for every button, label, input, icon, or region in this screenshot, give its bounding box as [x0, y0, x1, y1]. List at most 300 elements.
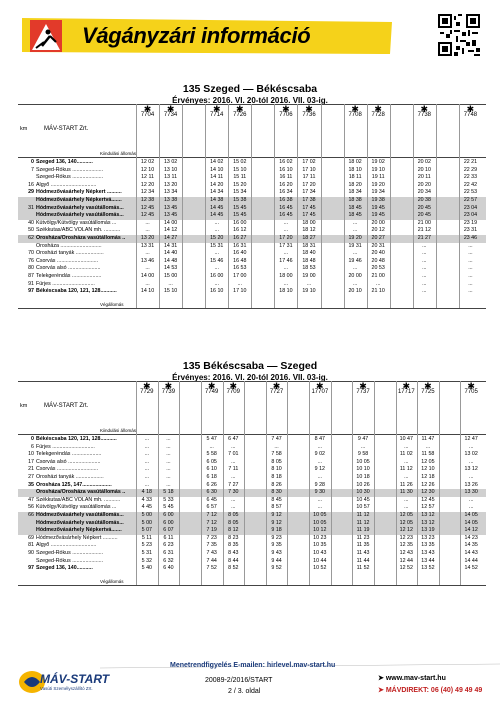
departure-time: 18 00	[279, 273, 293, 279]
station-name: Hódmezővásárhely Népkertvá.......	[36, 197, 122, 203]
departure-time: 6 45	[206, 496, 217, 503]
departure-time: 10 35	[313, 542, 327, 549]
table-row	[18, 550, 486, 558]
departure-time: 6 11	[163, 534, 174, 541]
departure-time: 22 29	[463, 166, 478, 173]
departure-time: 13 26	[464, 481, 478, 488]
column-divider	[158, 381, 159, 585]
departure-time: ...	[468, 288, 473, 295]
daily-service-icon: ✱	[143, 104, 152, 114]
table-row	[18, 474, 486, 482]
departure-time: 18 11	[348, 174, 362, 181]
departure-time: 16 10	[210, 288, 224, 295]
departure-time: 13 34	[163, 189, 178, 196]
train-number[interactable]: 7728	[371, 112, 385, 118]
qr-code-icon[interactable]	[438, 14, 480, 56]
departure-time: 20 00	[348, 273, 362, 279]
departure-time: 18 10	[279, 288, 293, 295]
departure-time: 18 40	[302, 250, 316, 257]
station-name: Orosháza ............................	[36, 242, 102, 249]
departure-time: 14 12	[163, 227, 178, 234]
station-name: Csorvás alsó ......................	[36, 265, 101, 272]
departure-time: 10 57	[356, 504, 370, 511]
departure-time: 12 30	[421, 489, 435, 496]
departure-time: 15 45	[233, 204, 247, 211]
departure-time: ...	[468, 443, 474, 450]
departure-time: 7 27	[228, 481, 239, 488]
departure-time: ...	[144, 474, 150, 480]
departure-time: 16 00	[233, 219, 247, 226]
departure-time: 13 23	[421, 534, 435, 541]
daily-service-icon: ✱	[402, 381, 411, 391]
departure-time: 23 04	[463, 204, 478, 211]
departure-time: 15 02	[233, 159, 247, 165]
departure-time: 17 46	[279, 257, 293, 264]
departure-time: ...	[360, 443, 366, 450]
departure-time: 12 38	[140, 197, 155, 203]
departure-time: 12 23	[399, 534, 413, 541]
departure-time: 5 18	[163, 489, 174, 496]
departure-time: 21 00	[371, 273, 385, 279]
column-divider	[344, 104, 345, 308]
departure-time: 18 10	[348, 166, 362, 173]
departure-time: 6 10	[206, 466, 217, 473]
row-km: 91	[28, 280, 34, 287]
banner	[22, 16, 392, 56]
departure-time: 13 31	[140, 242, 155, 249]
departure-time: ...	[283, 250, 289, 257]
train-number[interactable]: 7749	[205, 389, 219, 395]
departure-time: ...	[145, 227, 150, 234]
table-row	[18, 489, 486, 497]
departure-time: 9 47	[357, 436, 369, 442]
departure-time: ...	[404, 458, 409, 465]
row-km: 97	[28, 565, 34, 572]
train-number[interactable]: 7714	[210, 112, 224, 118]
daily-service-icon: ✱	[466, 104, 475, 114]
phone-text: MÁVDIREKT: 06 (40) 49 49 49	[385, 687, 483, 694]
station-name: Fürjes .............................	[36, 280, 95, 287]
departure-time: 14 00	[163, 219, 178, 226]
column-divider	[205, 104, 206, 308]
departure-time: 17 34	[302, 189, 316, 196]
departure-time: ...	[317, 504, 323, 511]
document-id: 20089-2/2016/START	[205, 677, 273, 684]
departure-time: 7 52	[206, 565, 217, 572]
departure-time: 15 10	[233, 166, 247, 173]
column-divider	[367, 104, 368, 308]
departure-time: 12 44	[399, 557, 413, 564]
departure-time: ...	[352, 227, 358, 234]
departure-time: 10 30	[356, 489, 370, 496]
departure-time: ...	[422, 265, 427, 272]
departure-time: 23 46	[463, 235, 478, 241]
departure-time: 14 31	[163, 242, 178, 249]
daily-service-icon: ✱	[272, 381, 281, 391]
departure-time: 13 45	[163, 212, 178, 219]
departure-time: 9 44	[271, 557, 282, 564]
departure-time: 8 26	[271, 481, 282, 488]
departure-time: 8 47	[314, 436, 325, 442]
departure-time: 9 12	[314, 466, 325, 473]
departure-time: 15 46	[210, 257, 224, 264]
departure-time: 12 05	[399, 519, 413, 526]
departure-time: 11 47	[421, 436, 435, 442]
departure-time: 6 26	[206, 481, 217, 488]
train-number[interactable]: 7748	[463, 112, 478, 118]
departure-time: ...	[352, 280, 358, 287]
train-number[interactable]: 7726	[233, 112, 247, 118]
departure-time: 18 12	[302, 227, 316, 234]
departure-time: 6 31	[163, 550, 174, 556]
train-number[interactable]: 7704	[140, 112, 155, 118]
departure-time: ...	[283, 280, 289, 287]
table-row	[18, 497, 486, 505]
departure-time: 19 20	[371, 181, 385, 188]
departure-time: 19 11	[371, 174, 385, 181]
departure-time: 10 05	[313, 512, 327, 518]
departure-time: 20 31	[371, 242, 385, 249]
row-km: 47	[28, 496, 34, 503]
departure-time: ...	[352, 265, 358, 272]
column-divider	[159, 104, 160, 308]
departure-time: 9 28	[314, 481, 325, 488]
departure-time: 12 10	[140, 166, 155, 173]
departure-time: 10 05	[313, 519, 327, 526]
departure-time: 8 05	[228, 519, 239, 526]
departure-time: ...	[214, 265, 219, 272]
departure-time: ...	[144, 466, 150, 473]
column-divider	[413, 104, 414, 308]
departure-time: 7 35	[206, 542, 217, 549]
row-km: 35	[28, 481, 34, 488]
departure-time: 9 52	[271, 565, 282, 572]
departure-time: 12 02	[140, 159, 155, 165]
departure-time: 5 11	[141, 534, 152, 541]
daily-service-icon: ✱	[207, 381, 216, 391]
table-row	[18, 527, 486, 535]
departure-time: 14 10	[140, 288, 155, 295]
station-name: Algyő ...............................	[36, 542, 97, 549]
departure-time: 7 44	[206, 557, 217, 564]
departure-time: 16 12	[233, 227, 247, 234]
km-header: km	[20, 403, 28, 409]
table-row	[18, 565, 486, 573]
station-name: Orosházi tanyák ...................	[36, 250, 104, 257]
station-name: Kútvölgy/Kútvölgy vasútállomás ...	[36, 219, 117, 226]
timetable-bekescsaba-szeged	[18, 381, 486, 601]
row-km: 16	[28, 181, 34, 188]
departure-time: 16 34	[279, 189, 293, 196]
departure-time: ...	[422, 288, 427, 295]
departure-time: 14 53	[163, 265, 178, 272]
departure-time: 11 19	[356, 527, 370, 534]
departure-time: 19 20	[348, 235, 362, 241]
departure-time: 14 27	[163, 235, 178, 241]
departure-time: 11 12	[356, 512, 370, 518]
train-number[interactable]: 7708	[348, 112, 362, 118]
daily-service-icon: ✱	[164, 381, 173, 391]
train-number[interactable]: 7736	[302, 112, 316, 118]
departure-time: 20 20	[417, 181, 431, 188]
column-divider	[390, 104, 391, 308]
departure-time: 17 45	[302, 212, 316, 219]
station-name: Orosházi tanyák ...................	[36, 474, 104, 480]
departure-time: 20 40	[371, 250, 385, 257]
departure-time: ...	[168, 280, 173, 287]
row-km: 87	[28, 273, 34, 279]
departure-time: 10 10	[356, 466, 370, 473]
departure-time: 17 02	[302, 159, 316, 165]
departure-time: ...	[166, 451, 171, 458]
train-number[interactable]: 17707	[311, 389, 329, 395]
departure-time: 9 12	[271, 519, 282, 526]
departure-time: 8 44	[228, 557, 239, 564]
departure-time: 13 38	[163, 197, 178, 203]
departure-time: ...	[306, 280, 312, 287]
departure-time: 12 12	[399, 527, 413, 534]
departure-time: 17 10	[302, 166, 316, 173]
train-number[interactable]: 7727	[269, 389, 284, 395]
row-km: 56	[28, 504, 34, 511]
departure-time: ...	[283, 219, 289, 226]
column-divider	[223, 381, 224, 585]
departure-time: 12 26	[421, 481, 435, 488]
station-name: Kútvölgy/Kútvölgy vasútállomás ...	[36, 504, 117, 511]
departure-time: 11 52	[356, 565, 370, 572]
departure-time: 11 12	[356, 519, 370, 526]
departure-time: 8 52	[228, 565, 239, 572]
departure-time: ...	[317, 496, 323, 503]
departure-time: 22 53	[463, 189, 478, 196]
departure-time: 21 27	[417, 235, 431, 241]
departure-time: 6 57	[206, 504, 217, 511]
departure-time: 17 10	[233, 288, 247, 295]
train-number[interactable]: 7734	[163, 112, 178, 118]
departure-time: ...	[468, 504, 474, 511]
departure-time: 12 57	[421, 504, 435, 511]
column-divider	[374, 381, 375, 585]
train-number[interactable]: 17717	[397, 389, 415, 395]
departure-time: 15 38	[233, 197, 247, 203]
station-name: Békéscsaba 120, 121, 128...........	[36, 436, 117, 442]
departure-time: ...	[425, 443, 431, 450]
departure-time: 22 21	[463, 159, 478, 165]
column-divider	[459, 104, 460, 308]
departure-time: 18 27	[302, 235, 316, 241]
departure-time: 12 47	[464, 436, 478, 442]
column-divider	[244, 381, 245, 585]
row-km: 81	[28, 542, 34, 549]
column-divider	[352, 381, 353, 585]
departure-time: 9 43	[271, 550, 282, 556]
departure-time: 7 58	[271, 451, 282, 458]
daily-service-icon: ✱	[236, 104, 244, 114]
table-row	[18, 451, 486, 459]
train-number[interactable]: 7725	[421, 389, 435, 395]
daily-service-icon: ✱	[166, 104, 175, 114]
departure-time: 12 45	[421, 496, 435, 503]
row-km: 69	[28, 534, 34, 541]
departure-time: 5 07	[141, 527, 152, 534]
operator-label: MÁV-START Zrt.	[44, 126, 89, 132]
departure-time: 16 48	[233, 257, 247, 264]
departure-time: ...	[214, 250, 219, 257]
logo-subtitle: Vasúti Személyszállító Zrt.	[40, 686, 93, 691]
departure-time: 18 48	[302, 257, 316, 264]
station-name: Csorvás ............................	[36, 257, 99, 264]
departure-time: 22 33	[463, 174, 478, 181]
departure-time: 5 00	[141, 519, 152, 526]
station-name: Telekgeréndás ....................	[36, 273, 102, 279]
departure-time: 21 10	[371, 288, 385, 295]
departure-time: ...	[144, 458, 150, 465]
departure-time: 20 02	[417, 159, 431, 165]
station-name: Szeged 136, 140...........	[36, 565, 93, 572]
departure-time: ...	[317, 443, 323, 450]
departure-time: 5 58	[206, 451, 217, 458]
departure-time: 14 10	[210, 166, 224, 173]
website-link[interactable]	[378, 674, 446, 682]
table-border	[18, 585, 486, 586]
daily-service-icon: ✱	[351, 104, 359, 114]
table-row	[18, 466, 486, 474]
departure-time: ...	[166, 474, 171, 480]
table2-validity: Érvényes: 2016. VI. 20-tól 2016. VII. 03-ig.	[172, 373, 328, 382]
departure-time: 14 48	[163, 257, 178, 264]
departure-time: 14 40	[163, 250, 178, 257]
train-number[interactable]: 7705	[464, 389, 478, 395]
table-border	[18, 308, 486, 309]
departure-time: 13 45	[163, 204, 178, 211]
train-number[interactable]: 7706	[279, 112, 293, 118]
departure-time: ...	[144, 451, 150, 458]
daily-service-icon: ✱	[212, 104, 221, 114]
column-divider	[182, 104, 183, 308]
departure-time: 19 02	[371, 159, 385, 165]
daily-service-icon: ✱	[282, 104, 290, 114]
departure-time: 7 12	[206, 519, 217, 526]
departure-time: 6 18	[206, 474, 217, 480]
departure-time: ...	[422, 242, 427, 249]
daily-service-icon: ✱	[424, 381, 432, 391]
departure-time: 14 02	[210, 159, 224, 165]
departure-time: 17 00	[233, 273, 247, 279]
column-divider	[201, 381, 202, 585]
departure-time: 19 45	[371, 204, 385, 211]
departure-time: 19 10	[302, 288, 316, 295]
departure-time: 6 23	[163, 542, 174, 549]
departure-time: ...	[144, 443, 150, 450]
departure-time: 14 05	[464, 512, 478, 518]
column-divider	[266, 381, 267, 585]
departure-time: 22 42	[463, 181, 478, 188]
table2-title: 135 Békéscsaba — Szeged	[182, 360, 318, 372]
station-name: Szeged-Rókus .....................	[36, 557, 104, 564]
departure-time: 7 12	[206, 512, 217, 518]
daily-service-icon: ✱	[229, 381, 238, 391]
departure-time: 15 31	[210, 242, 224, 249]
train-number[interactable]: 7738	[417, 112, 431, 118]
column-divider	[251, 104, 252, 308]
departure-time: 10 23	[313, 534, 327, 541]
departure-time: 7 23	[206, 534, 217, 541]
departure-time: 19 10	[371, 166, 385, 173]
departure-time: 20 45	[417, 212, 431, 219]
departure-time: 15 00	[163, 273, 178, 279]
departure-time: 21 00	[417, 219, 431, 226]
row-km: 7	[31, 166, 34, 173]
departure-time: 21 12	[417, 227, 431, 234]
departure-time: ...	[231, 443, 236, 450]
station-name: Szeged-Rókus .....................	[36, 174, 104, 181]
table1-validity: Érvényes: 2016. VI. 20-tól 2016. VII. 03-ig.	[172, 96, 328, 105]
departure-time: 7 11	[228, 466, 239, 473]
table-row	[18, 542, 486, 550]
station-name: Szeged 136, 140...........	[36, 159, 93, 165]
email-signup-link[interactable]: Menetrendfigyelés E-mailen: hirlevel.mav-start.hu	[170, 662, 336, 669]
train-number[interactable]: 7737	[356, 389, 370, 395]
train-number[interactable]: 7729	[140, 389, 154, 395]
departure-time: 10 45	[356, 496, 370, 503]
departure-time: 11 23	[356, 534, 370, 541]
departure-time: ...	[166, 443, 171, 450]
row-km: 90	[28, 550, 34, 556]
table-row	[18, 482, 486, 490]
departure-time: 15 11	[233, 174, 247, 181]
departure-time: 9 30	[314, 489, 325, 496]
departure-time: 14 34	[210, 189, 224, 196]
departure-time: 17 38	[302, 197, 316, 203]
departure-time: 18 34	[348, 189, 362, 196]
station-name: Hódmezővásárhely vasútállomás...	[36, 519, 124, 526]
table-row	[18, 436, 486, 444]
row-km: 0	[31, 436, 34, 442]
station-name: Hódmezővásárhely Népkertvá.......	[36, 527, 122, 534]
departure-time: 12 43	[399, 550, 413, 556]
row-km: 10	[28, 451, 34, 458]
departure-time: 9 02	[314, 451, 325, 458]
departure-time: 20 27	[371, 235, 385, 241]
departure-time: 13 46	[140, 257, 155, 264]
departure-time: ...	[214, 227, 219, 234]
departure-time: ...	[468, 273, 473, 279]
row-km: 0	[31, 159, 34, 165]
departure-time: 14 44	[464, 557, 478, 564]
departure-time: 14 00	[140, 273, 155, 279]
station-name: Hódmezővásárhely vasútállomás...	[36, 512, 124, 518]
train-number[interactable]: 7709	[226, 389, 240, 395]
row-km: 29	[28, 189, 34, 196]
departure-time: 5 00	[141, 512, 152, 518]
departure-time: 12 52	[399, 565, 413, 572]
departure-time: 18 38	[348, 197, 362, 203]
row-km: 27	[28, 474, 34, 480]
departure-time: 10 05	[356, 458, 370, 465]
departure-time: 5 31	[141, 550, 152, 556]
departure-time: 4 18	[141, 489, 152, 496]
departure-time: 13 11	[164, 174, 178, 181]
train-number[interactable]: 7739	[161, 389, 176, 395]
departure-time: 23 04	[463, 212, 478, 219]
row-km: 70	[28, 250, 34, 257]
worker-sign-icon	[30, 20, 62, 52]
table-divider	[18, 434, 486, 435]
row-km: 76	[28, 257, 34, 264]
departure-time: 7 19	[206, 527, 217, 534]
departure-time: 5 23	[141, 542, 152, 549]
departure-time: 17 11	[302, 174, 316, 181]
